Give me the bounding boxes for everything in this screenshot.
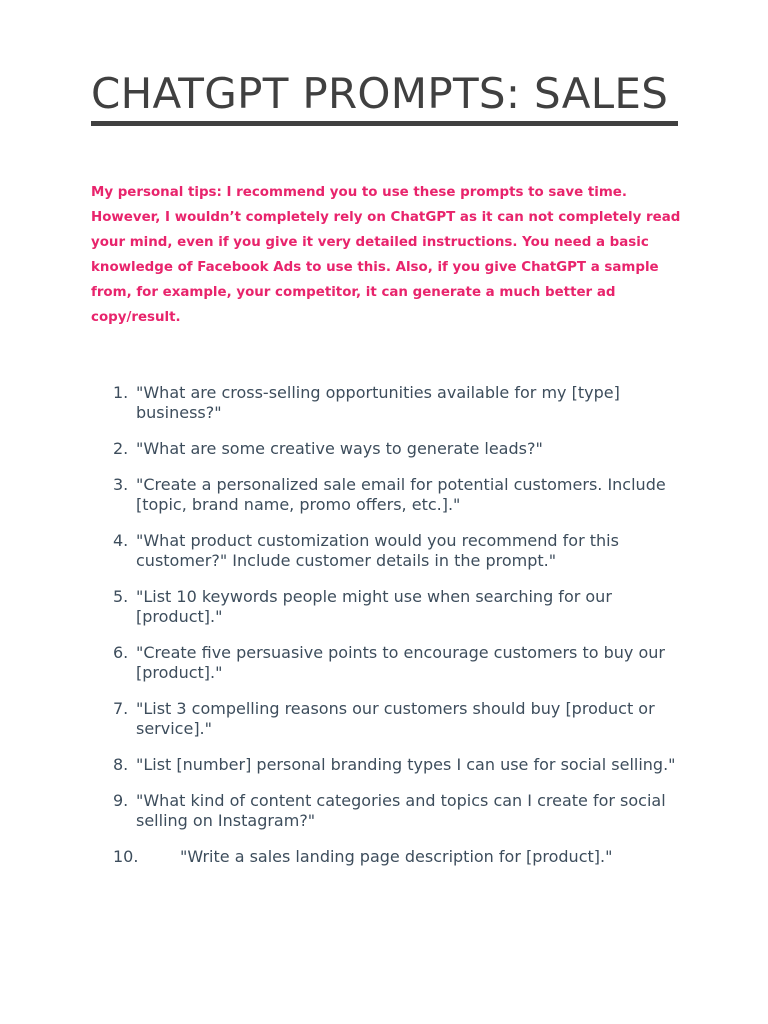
list-item [91,587,681,627]
prompt-list [91,383,681,883]
list-item-text: "Create five persuasive points to encourage customers to buy our [product]." [136,643,665,682]
list-item-number: 7. [113,699,129,718]
list-item-number: 9. [113,791,129,810]
list-item [91,755,681,775]
list-item-text: "What product customization would you recommend for this customer?" Include customer details in the prompt." [136,531,619,570]
list-item [91,847,681,867]
list-item-number: 2. [113,439,129,458]
list-item-text: "Create a personalized sale email for potential customers. Include [topic, brand name, promo offers, etc.]." [136,475,666,514]
list-item-number: 10. [113,847,139,866]
list-item [91,383,681,423]
list-item [91,439,681,459]
list-item-number: 5. [113,587,129,606]
list-item [91,475,681,515]
list-item-text: "List 3 compelling reasons our customers should buy [product or service]." [136,699,655,738]
list-item [91,643,681,683]
list-item-text: "List [number] personal branding types I can use for social selling." [136,755,676,774]
personal-tips-paragraph: My personal tips: I recommend you to use these prompts to save time. However, I wouldn’t completely rely on ChatGPT as it can not completely read your mind, even if you give it very detailed instructions. You need a basic knowledge of Facebook Ads to use this. Also, if you give ChatGPT a sample from, for example, your competitor, it can generate a much better ad copy/result. [91,185,681,325]
list-item-text: "List 10 keywords people might use when searching for our [product]." [136,587,612,626]
list-item-text: "Write a sales landing page description for [product]." [180,847,613,866]
list-item-text: "What kind of content categories and topics can I create for social selling on Instagram?" [136,791,666,830]
list-item [91,791,681,831]
list-item-text: "What are cross-selling opportunities available for my [type] business?" [136,383,620,422]
page-title: CHATGPT PROMPTS: SALES [91,69,669,118]
list-item-number: 4. [113,531,129,550]
title-underline [91,121,678,126]
list-item-number: 6. [113,643,129,662]
list-item [91,531,681,571]
list-item-text: "What are some creative ways to generate leads?" [136,439,543,458]
list-item-number: 3. [113,475,129,494]
list-item-number: 8. [113,755,129,774]
list-item [91,699,681,739]
list-item-number: 1. [113,383,129,402]
